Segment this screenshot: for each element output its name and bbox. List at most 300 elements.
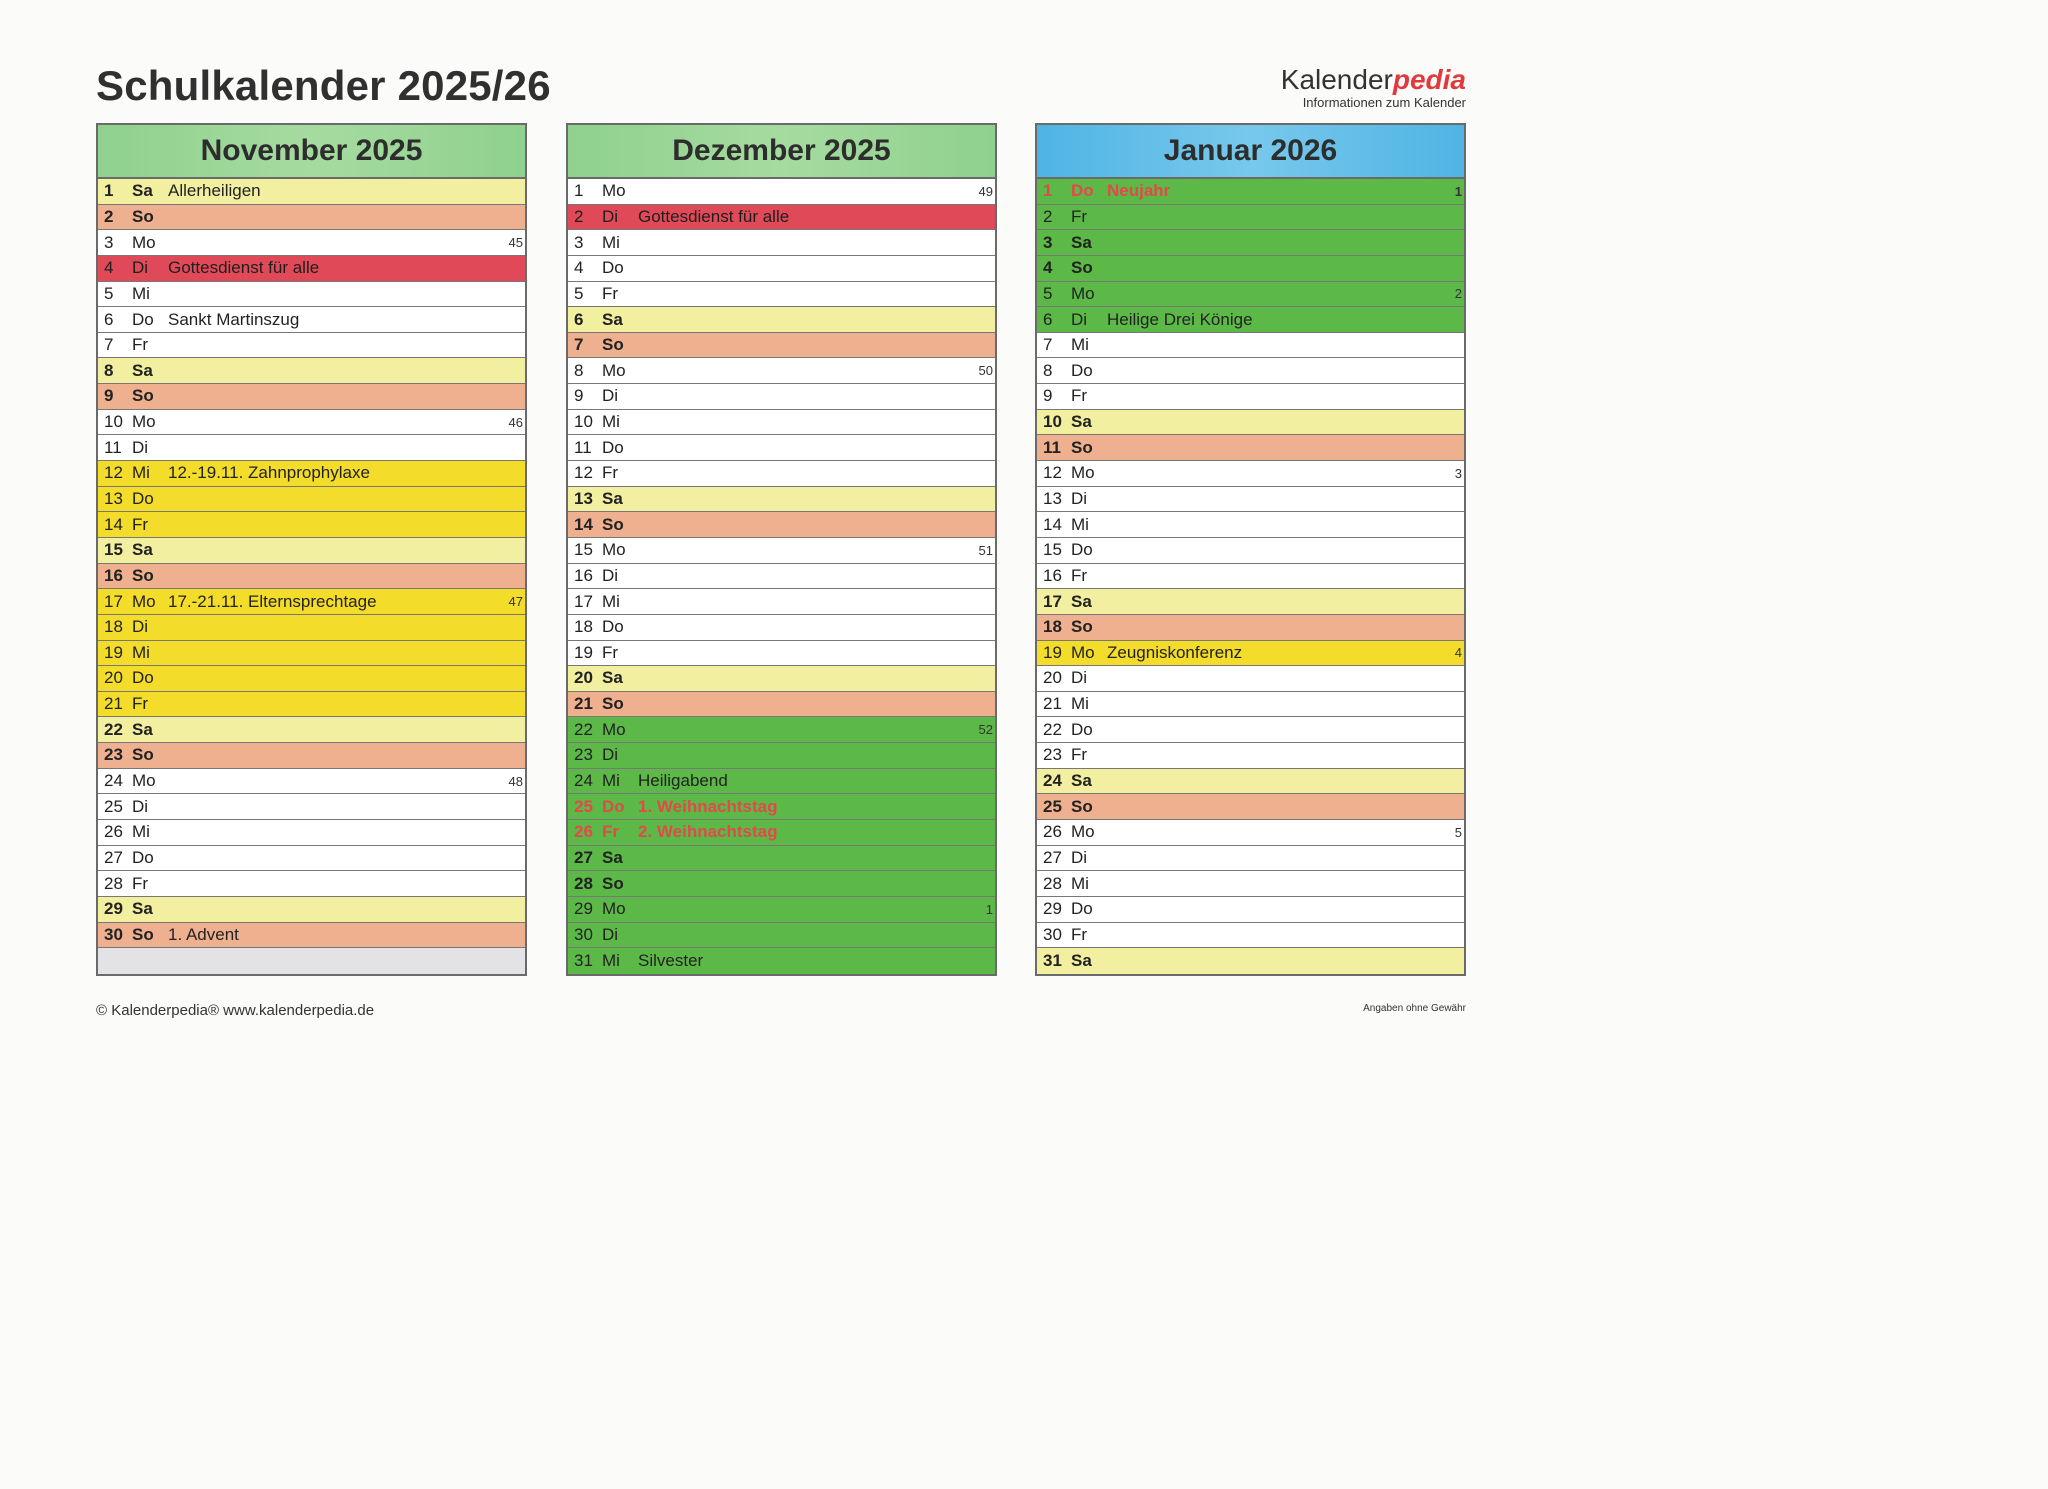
weekday: So [1071, 437, 1093, 457]
day-number: 26 [1043, 822, 1062, 842]
weekday: Fr [602, 822, 619, 842]
day-row [98, 512, 525, 538]
day-number: 24 [1043, 771, 1062, 791]
day-row [568, 769, 995, 795]
weekday: Sa [1071, 232, 1092, 252]
day-number: 27 [574, 847, 593, 867]
day-number: 18 [1043, 617, 1062, 637]
day-row [98, 923, 525, 949]
day-number: 13 [104, 489, 123, 508]
day-number: 6 [1043, 309, 1053, 329]
weekday: Di [602, 745, 619, 765]
brand-subtitle: Informationen zum Kalender [1302, 95, 1466, 110]
weekday: Mi [132, 283, 150, 303]
day-number: 18 [574, 617, 593, 637]
weekday: Sa [602, 847, 623, 867]
weekday: Sa [602, 489, 623, 508]
day-row [568, 435, 995, 461]
day-row [98, 461, 525, 487]
day-number: 24 [574, 771, 593, 791]
day-number: 16 [1043, 565, 1062, 585]
day-row [568, 717, 995, 743]
day-number: 5 [104, 283, 114, 303]
day-row [568, 358, 995, 384]
weekday: Di [132, 796, 149, 816]
weekday: So [602, 694, 624, 714]
day-number: 4 [574, 258, 584, 278]
weekday: Do [602, 617, 624, 637]
weekday: Mo [1071, 463, 1095, 483]
day-row [98, 256, 525, 282]
day-number: 20 [574, 668, 593, 688]
day-number: 27 [104, 847, 123, 867]
day-row [98, 435, 525, 461]
day-row [98, 564, 525, 590]
day-number: 11 [104, 437, 122, 457]
day-row [568, 538, 995, 564]
day-number: 11 [1043, 437, 1061, 457]
day-row [98, 487, 525, 513]
day-number: 25 [574, 796, 593, 816]
day-row [1037, 358, 1464, 384]
day-number: 3 [104, 232, 114, 252]
weekday: Di [1071, 489, 1088, 508]
weekday: So [132, 386, 154, 406]
day-number: 25 [1043, 796, 1062, 816]
day-row [98, 666, 525, 692]
event-label: Gottesdienst für alle [638, 206, 790, 226]
day-number: 18 [104, 617, 123, 637]
week-number: 52 [978, 722, 993, 738]
day-number: 1 [104, 181, 114, 201]
weekday: Mi [602, 771, 620, 791]
weekday: Mo [132, 591, 156, 611]
day-row [568, 487, 995, 513]
day-row [568, 641, 995, 667]
day-number: 8 [1043, 360, 1053, 380]
weekday: Do [1071, 899, 1093, 919]
weekday: Sa [132, 899, 153, 919]
weekday: Fr [1071, 924, 1088, 944]
day-row [568, 384, 995, 410]
day-number: 21 [1043, 694, 1062, 714]
day-number: 15 [574, 540, 593, 560]
day-number: 2 [574, 206, 584, 226]
weekday: Fr [602, 642, 619, 662]
day-row [1037, 307, 1464, 333]
day-number: 16 [574, 565, 593, 585]
week-number: 51 [978, 542, 993, 558]
day-row [98, 871, 525, 897]
day-row [98, 230, 525, 256]
event-label: Gottesdienst für alle [168, 258, 320, 278]
week-number: 47 [508, 594, 523, 610]
weekday: So [602, 873, 624, 893]
week-number: 1 [1454, 183, 1462, 199]
weekday: Do [132, 489, 154, 508]
day-row [568, 794, 995, 820]
day-row [568, 256, 995, 282]
weekday: Mi [602, 591, 620, 611]
day-number: 2 [1043, 206, 1053, 226]
event-label: 12.-19.11. Zahnprophylaxe [168, 463, 370, 483]
day-number: 14 [574, 514, 593, 534]
day-number: 12 [1043, 463, 1062, 483]
weekday: So [132, 924, 154, 944]
weekday: Sa [602, 668, 623, 688]
empty-row [98, 948, 525, 974]
weekday: Sa [132, 540, 153, 560]
day-row [568, 846, 995, 872]
day-row [1037, 487, 1464, 513]
day-row [568, 333, 995, 359]
weekday: Mi [1071, 514, 1089, 534]
weekday: Mi [1071, 335, 1089, 355]
day-number: 12 [574, 463, 593, 483]
brand-name: Kalender [1280, 64, 1393, 95]
month-header: Januar 2026 [1037, 125, 1464, 179]
day-row [98, 615, 525, 641]
week-number: 49 [978, 183, 993, 199]
day-row [1037, 846, 1464, 872]
weekday: So [132, 745, 154, 765]
day-number: 3 [1043, 232, 1053, 252]
day-list [568, 179, 995, 974]
day-number: 10 [1043, 412, 1062, 432]
day-row [98, 358, 525, 384]
event-label: 17.-21.11. Elternsprechtage [168, 591, 377, 611]
day-row [1037, 897, 1464, 923]
day-row [98, 794, 525, 820]
day-number: 20 [104, 668, 123, 688]
day-number: 7 [104, 335, 114, 355]
weekday: Fr [602, 283, 619, 303]
day-row [98, 410, 525, 436]
day-row [1037, 641, 1464, 667]
day-row [568, 282, 995, 308]
weekday: So [1071, 258, 1093, 278]
weekday: Mo [132, 771, 156, 791]
day-number: 9 [104, 386, 114, 406]
weekday: Mo [1071, 642, 1095, 662]
day-row [1037, 205, 1464, 231]
day-number: 29 [574, 899, 593, 919]
weekday: Fr [1071, 386, 1088, 406]
day-number: 1 [1043, 181, 1053, 201]
day-number: 28 [104, 873, 123, 893]
weekday: Fr [132, 335, 149, 355]
day-row [1037, 461, 1464, 487]
day-list [98, 179, 525, 974]
month-dezember [566, 123, 997, 976]
event-label: 1. Advent [168, 924, 239, 944]
day-row [568, 179, 995, 205]
day-number: 31 [574, 951, 593, 971]
event-label: Heiligabend [638, 771, 728, 791]
weekday: Mo [1071, 283, 1095, 303]
weekday: Mo [602, 899, 626, 919]
weekday: Do [602, 796, 625, 816]
event-label: Heilige Drei Könige [1107, 309, 1253, 329]
day-number: 23 [104, 745, 123, 765]
day-number: 2 [104, 206, 114, 226]
day-number: 9 [574, 386, 584, 406]
day-row [98, 743, 525, 769]
day-row [568, 897, 995, 923]
weekday: Sa [132, 181, 153, 201]
weekday: Do [602, 258, 624, 278]
weekday: Sa [1071, 951, 1092, 971]
month-november [96, 123, 527, 976]
day-number: 17 [574, 591, 593, 611]
weekday: Di [602, 924, 619, 944]
weekday: Mi [602, 232, 620, 252]
day-number: 14 [104, 514, 123, 534]
day-number: 7 [1043, 335, 1053, 355]
day-row [1037, 230, 1464, 256]
day-number: 22 [1043, 719, 1062, 739]
day-row [1037, 769, 1464, 795]
day-number: 6 [574, 309, 584, 329]
day-row [568, 666, 995, 692]
day-row [568, 948, 995, 974]
day-number: 30 [574, 924, 593, 944]
day-row [1037, 410, 1464, 436]
day-row [1037, 512, 1464, 538]
day-number: 30 [104, 924, 123, 944]
day-number: 13 [574, 489, 593, 508]
day-row [1037, 384, 1464, 410]
weekday: Mi [1071, 694, 1089, 714]
day-row [98, 384, 525, 410]
weekday: Di [132, 617, 149, 637]
day-row [1037, 333, 1464, 359]
day-number: 16 [104, 565, 123, 585]
week-number: 5 [1454, 824, 1462, 840]
weekday: Fr [602, 463, 619, 483]
day-number: 29 [1043, 899, 1062, 919]
day-row [568, 512, 995, 538]
day-row [1037, 743, 1464, 769]
day-row [1037, 589, 1464, 615]
day-row [1037, 923, 1464, 949]
day-list [1037, 179, 1464, 974]
day-row [98, 717, 525, 743]
weekday: Do [132, 847, 154, 867]
day-row [1037, 435, 1464, 461]
weekday: Mi [602, 412, 620, 432]
day-row [568, 564, 995, 590]
day-number: 11 [574, 437, 592, 457]
event-label: Allerheiligen [168, 181, 261, 201]
brand-accent: pedia [1392, 64, 1466, 95]
day-row [98, 538, 525, 564]
day-number: 7 [574, 335, 584, 355]
day-row [568, 615, 995, 641]
weekday: Fr [1071, 565, 1088, 585]
day-row [1037, 692, 1464, 718]
day-number: 8 [574, 360, 584, 380]
weekday: Mo [602, 540, 626, 560]
weekday: Sa [132, 360, 153, 380]
weekday: Di [602, 206, 619, 226]
weekday: Mi [132, 642, 150, 662]
day-number: 29 [104, 899, 123, 919]
day-number: 21 [104, 694, 123, 714]
weekday: Mo [602, 719, 626, 739]
day-row [98, 333, 525, 359]
day-number: 10 [574, 412, 593, 432]
day-number: 28 [574, 873, 593, 893]
day-number: 21 [574, 694, 593, 714]
day-row [1037, 282, 1464, 308]
weekday: Do [1071, 540, 1093, 560]
weekday: So [1071, 617, 1093, 637]
weekday: So [132, 565, 154, 585]
weekday: Mi [602, 951, 620, 971]
weekday: Sa [1071, 591, 1092, 611]
day-row [568, 743, 995, 769]
month-header: November 2025 [98, 125, 525, 179]
weekday: Do [1071, 181, 1094, 201]
day-row [1037, 871, 1464, 897]
day-row [1037, 666, 1464, 692]
day-row [98, 179, 525, 205]
day-number: 13 [1043, 489, 1062, 508]
weekday: Mi [132, 463, 150, 483]
day-row [568, 307, 995, 333]
day-row [568, 589, 995, 615]
weekday: Di [602, 386, 619, 406]
week-number: 45 [508, 235, 523, 251]
day-number: 22 [574, 719, 593, 739]
weekday: Do [602, 437, 624, 457]
day-number: 23 [1043, 745, 1062, 765]
day-number: 1 [574, 181, 584, 201]
week-number: 4 [1454, 645, 1462, 661]
day-number: 12 [104, 463, 123, 483]
day-number: 19 [104, 642, 123, 662]
day-number: 25 [104, 796, 123, 816]
weekday: Do [132, 668, 154, 688]
day-number: 17 [1043, 591, 1062, 611]
event-label: 1. Weihnachtstag [638, 796, 778, 816]
weekday: Fr [1071, 206, 1088, 226]
day-row [1037, 717, 1464, 743]
day-row [568, 692, 995, 718]
weekday: So [1071, 796, 1093, 816]
day-number: 26 [104, 822, 123, 842]
event-label: 2. Weihnachtstag [638, 822, 778, 842]
weekday: Di [602, 565, 619, 585]
week-number: 2 [1454, 286, 1462, 302]
day-number: 15 [104, 540, 123, 560]
day-row [98, 641, 525, 667]
weekday: Di [132, 437, 149, 457]
day-number: 5 [574, 283, 584, 303]
day-number: 6 [104, 309, 114, 329]
day-number: 26 [574, 822, 593, 842]
week-number: 1 [985, 901, 993, 917]
day-row [98, 282, 525, 308]
day-number: 22 [104, 719, 123, 739]
weekday: Do [1071, 719, 1093, 739]
day-number: 31 [1043, 951, 1062, 971]
day-row [568, 461, 995, 487]
day-row [568, 820, 995, 846]
weekday: So [602, 514, 624, 534]
day-number: 17 [104, 591, 123, 611]
weekday: Mo [602, 181, 626, 201]
day-row [1037, 820, 1464, 846]
event-label: Silvester [638, 951, 704, 971]
weekday: Fr [1071, 745, 1088, 765]
day-row [1037, 794, 1464, 820]
day-row [98, 692, 525, 718]
weekday: Fr [132, 514, 149, 534]
weekday: Mo [132, 412, 156, 432]
weekday: So [602, 335, 624, 355]
day-number: 4 [1043, 258, 1053, 278]
weekday: Di [1071, 847, 1088, 867]
day-number: 3 [574, 232, 584, 252]
weekday: Di [1071, 668, 1088, 688]
day-number: 20 [1043, 668, 1062, 688]
day-row [98, 769, 525, 795]
weekday: Fr [132, 873, 149, 893]
page-title: Schulkalender 2025/26 [96, 62, 551, 109]
day-number: 27 [1043, 847, 1062, 867]
weekday: Do [1071, 360, 1093, 380]
day-row [568, 923, 995, 949]
month-januar [1035, 123, 1466, 976]
day-row [568, 871, 995, 897]
weekday: Fr [132, 694, 149, 714]
weekday: Mi [132, 822, 150, 842]
day-row [98, 589, 525, 615]
day-row [98, 897, 525, 923]
day-row [98, 846, 525, 872]
day-number: 15 [1043, 540, 1062, 560]
day-number: 8 [104, 360, 114, 380]
weekday: Sa [1071, 771, 1092, 791]
day-number: 9 [1043, 386, 1053, 406]
month-header: Dezember 2025 [568, 125, 995, 179]
week-number: 48 [508, 773, 523, 789]
footer-copyright: © Kalenderpedia® www.kalenderpedia.de [96, 1002, 375, 1019]
weekday: So [132, 206, 154, 226]
brand-logo[interactable] [1250, 64, 1466, 110]
weekday: Mi [1071, 873, 1089, 893]
day-number: 24 [104, 771, 123, 791]
week-number: 3 [1454, 465, 1462, 481]
day-row [1037, 179, 1464, 205]
footer-disclaimer: Angaben ohne Gewähr [1363, 1003, 1466, 1014]
week-number: 46 [508, 414, 523, 430]
day-number: 23 [574, 745, 593, 765]
event-label: Neujahr [1107, 181, 1171, 201]
day-row [98, 307, 525, 333]
weekday: Sa [132, 719, 153, 739]
day-number: 19 [574, 642, 593, 662]
day-number: 5 [1043, 283, 1053, 303]
day-number: 19 [1043, 642, 1062, 662]
day-row [1037, 538, 1464, 564]
day-row [98, 205, 525, 231]
week-number: 50 [978, 363, 993, 379]
event-label: Zeugniskonferenz [1107, 642, 1243, 662]
day-row [98, 820, 525, 846]
